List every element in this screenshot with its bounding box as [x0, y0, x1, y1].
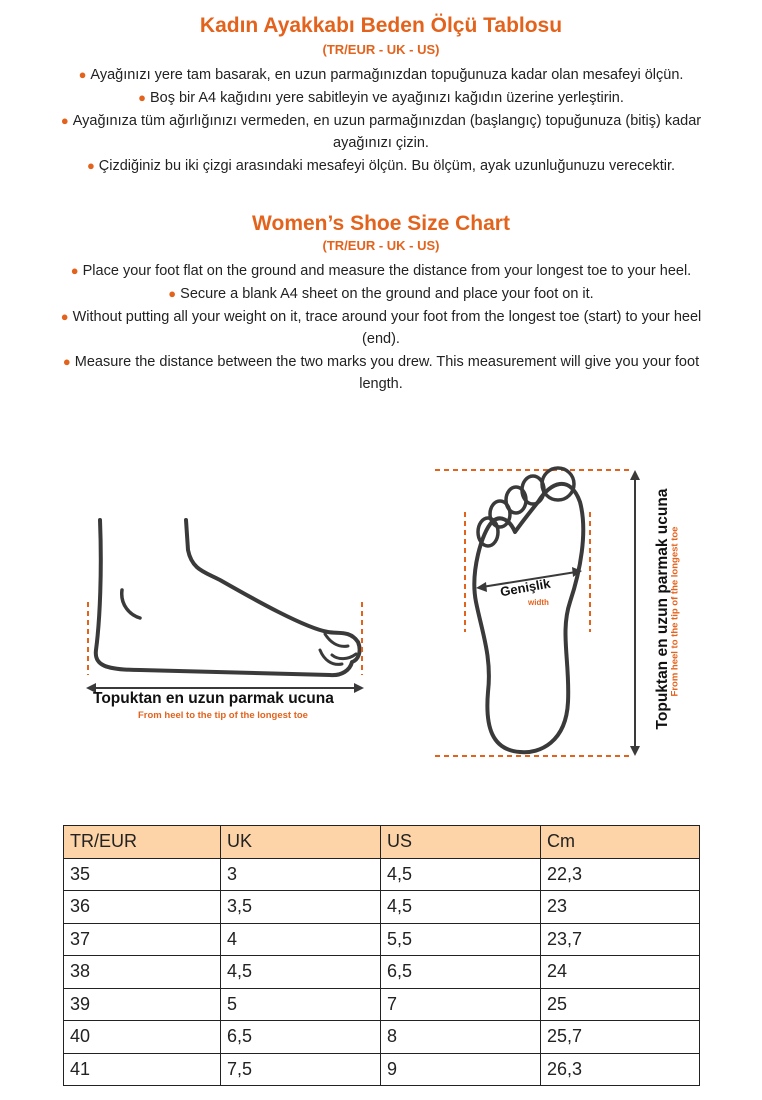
cell-uk: 6,5 — [221, 1021, 381, 1054]
english-title: Women’s Shoe Size Chart — [252, 212, 510, 235]
cell-uk: 4,5 — [221, 956, 381, 989]
cell-us: 4,5 — [381, 858, 541, 891]
cell-cm: 25,7 — [541, 1021, 700, 1054]
bullet-dot-icon: ● — [78, 67, 87, 82]
table-row — [64, 1021, 700, 1054]
side-length-sublabel: From heel to the tip of the longest toe — [138, 710, 308, 721]
turkish-subtitle: (TR/EUR - UK - US) — [322, 42, 440, 57]
instruction-item: ● Boş bir A4 kağıdını yere sabitleyin ve ayağınızı kağıdın üzerine yerleştirin. — [138, 90, 624, 106]
cell-tr-eur: 37 — [64, 923, 221, 956]
cell-cm: 22,3 — [541, 858, 700, 891]
bullet-dot-icon: ● — [86, 158, 95, 173]
cell-cm: 26,3 — [541, 1053, 700, 1086]
english-instructions — [60, 260, 702, 396]
table-row — [64, 858, 700, 891]
header-uk: UK — [221, 826, 381, 859]
turkish-instructions — [60, 64, 702, 178]
table-header-row — [64, 826, 700, 859]
bullet-dot-icon: ● — [70, 263, 79, 278]
width-label: Genişlik — [499, 575, 552, 600]
bullet-dot-icon: ● — [60, 113, 69, 128]
bullet-dot-icon: ● — [60, 309, 69, 324]
cell-tr-eur: 35 — [64, 858, 221, 891]
table-row — [64, 923, 700, 956]
cell-uk: 3,5 — [221, 891, 381, 924]
cell-cm: 25 — [541, 988, 700, 1021]
table-row — [64, 956, 700, 989]
cell-tr-eur: 40 — [64, 1021, 221, 1054]
side-length-label: Topuktan en uzun parmak ucuna — [93, 690, 334, 707]
cell-cm: 23,7 — [541, 923, 700, 956]
instruction-item: ● Ayağınızı yere tam basarak, en uzun parmağınızdan topuğunuza kadar olan mesafeyi ölçün. — [78, 67, 684, 83]
cell-us: 5,5 — [381, 923, 541, 956]
cell-us: 7 — [381, 988, 541, 1021]
bullet-dot-icon: ● — [138, 90, 146, 105]
cell-us: 9 — [381, 1053, 541, 1086]
cell-cm: 23 — [541, 891, 700, 924]
header-cm: Cm — [541, 826, 700, 859]
sole-length-label: Topuktan en uzun parmak ucuna — [654, 488, 671, 730]
instruction-item: ● Place your foot flat on the ground and measure the distance from your longest toe to your heel. — [70, 263, 692, 279]
instruction-item: ● Measure the distance between the two marks you drew. This measurement will give you your foot length. — [62, 354, 700, 392]
sole-foot-illustration — [430, 462, 650, 762]
cell-us: 6,5 — [381, 956, 541, 989]
cell-us: 4,5 — [381, 891, 541, 924]
instruction-item: ● Çizdiğiniz bu iki çizgi arasındaki mesafeyi ölçün. Bu ölçüm, ayak uzunluğunuzu verecektir. — [86, 158, 676, 174]
cell-tr-eur: 39 — [64, 988, 221, 1021]
cell-uk: 3 — [221, 858, 381, 891]
cell-uk: 4 — [221, 923, 381, 956]
english-subtitle: (TR/EUR - UK - US) — [322, 238, 440, 253]
header-us: US — [381, 826, 541, 859]
instruction-item: ● Secure a blank A4 sheet on the ground and place your foot on it. — [168, 286, 594, 302]
bullet-dot-icon: ● — [168, 286, 177, 301]
side-foot-illustration — [80, 510, 380, 710]
instruction-item: ● Ayağınıza tüm ağırlığınızı vermeden, en uzun parmağınızdan (başlangıç) topuğunuza (bitiş) kadar ayağınızı çizin. — [60, 113, 702, 151]
width-sublabel: width — [528, 598, 549, 607]
turkish-title: Kadın Ayakkabı Beden Ölçü Tablosu — [199, 14, 563, 37]
header-tr-eur: TR/EUR — [64, 826, 221, 859]
bullet-dot-icon: ● — [62, 354, 71, 369]
table-row — [64, 988, 700, 1021]
table-row — [64, 1053, 700, 1086]
cell-tr-eur: 38 — [64, 956, 221, 989]
cell-us: 8 — [381, 1021, 541, 1054]
cell-uk: 5 — [221, 988, 381, 1021]
cell-cm: 24 — [541, 956, 700, 989]
table-row — [64, 891, 700, 924]
sole-length-sublabel: From heel to the tip of the longest toe — [669, 526, 681, 697]
size-table — [63, 825, 700, 1086]
cell-tr-eur: 41 — [64, 1053, 221, 1086]
cell-tr-eur: 36 — [64, 891, 221, 924]
instruction-item: ● Without putting all your weight on it, trace around your foot from the longest toe (start) to your heel (end). — [60, 309, 702, 347]
cell-uk: 7,5 — [221, 1053, 381, 1086]
